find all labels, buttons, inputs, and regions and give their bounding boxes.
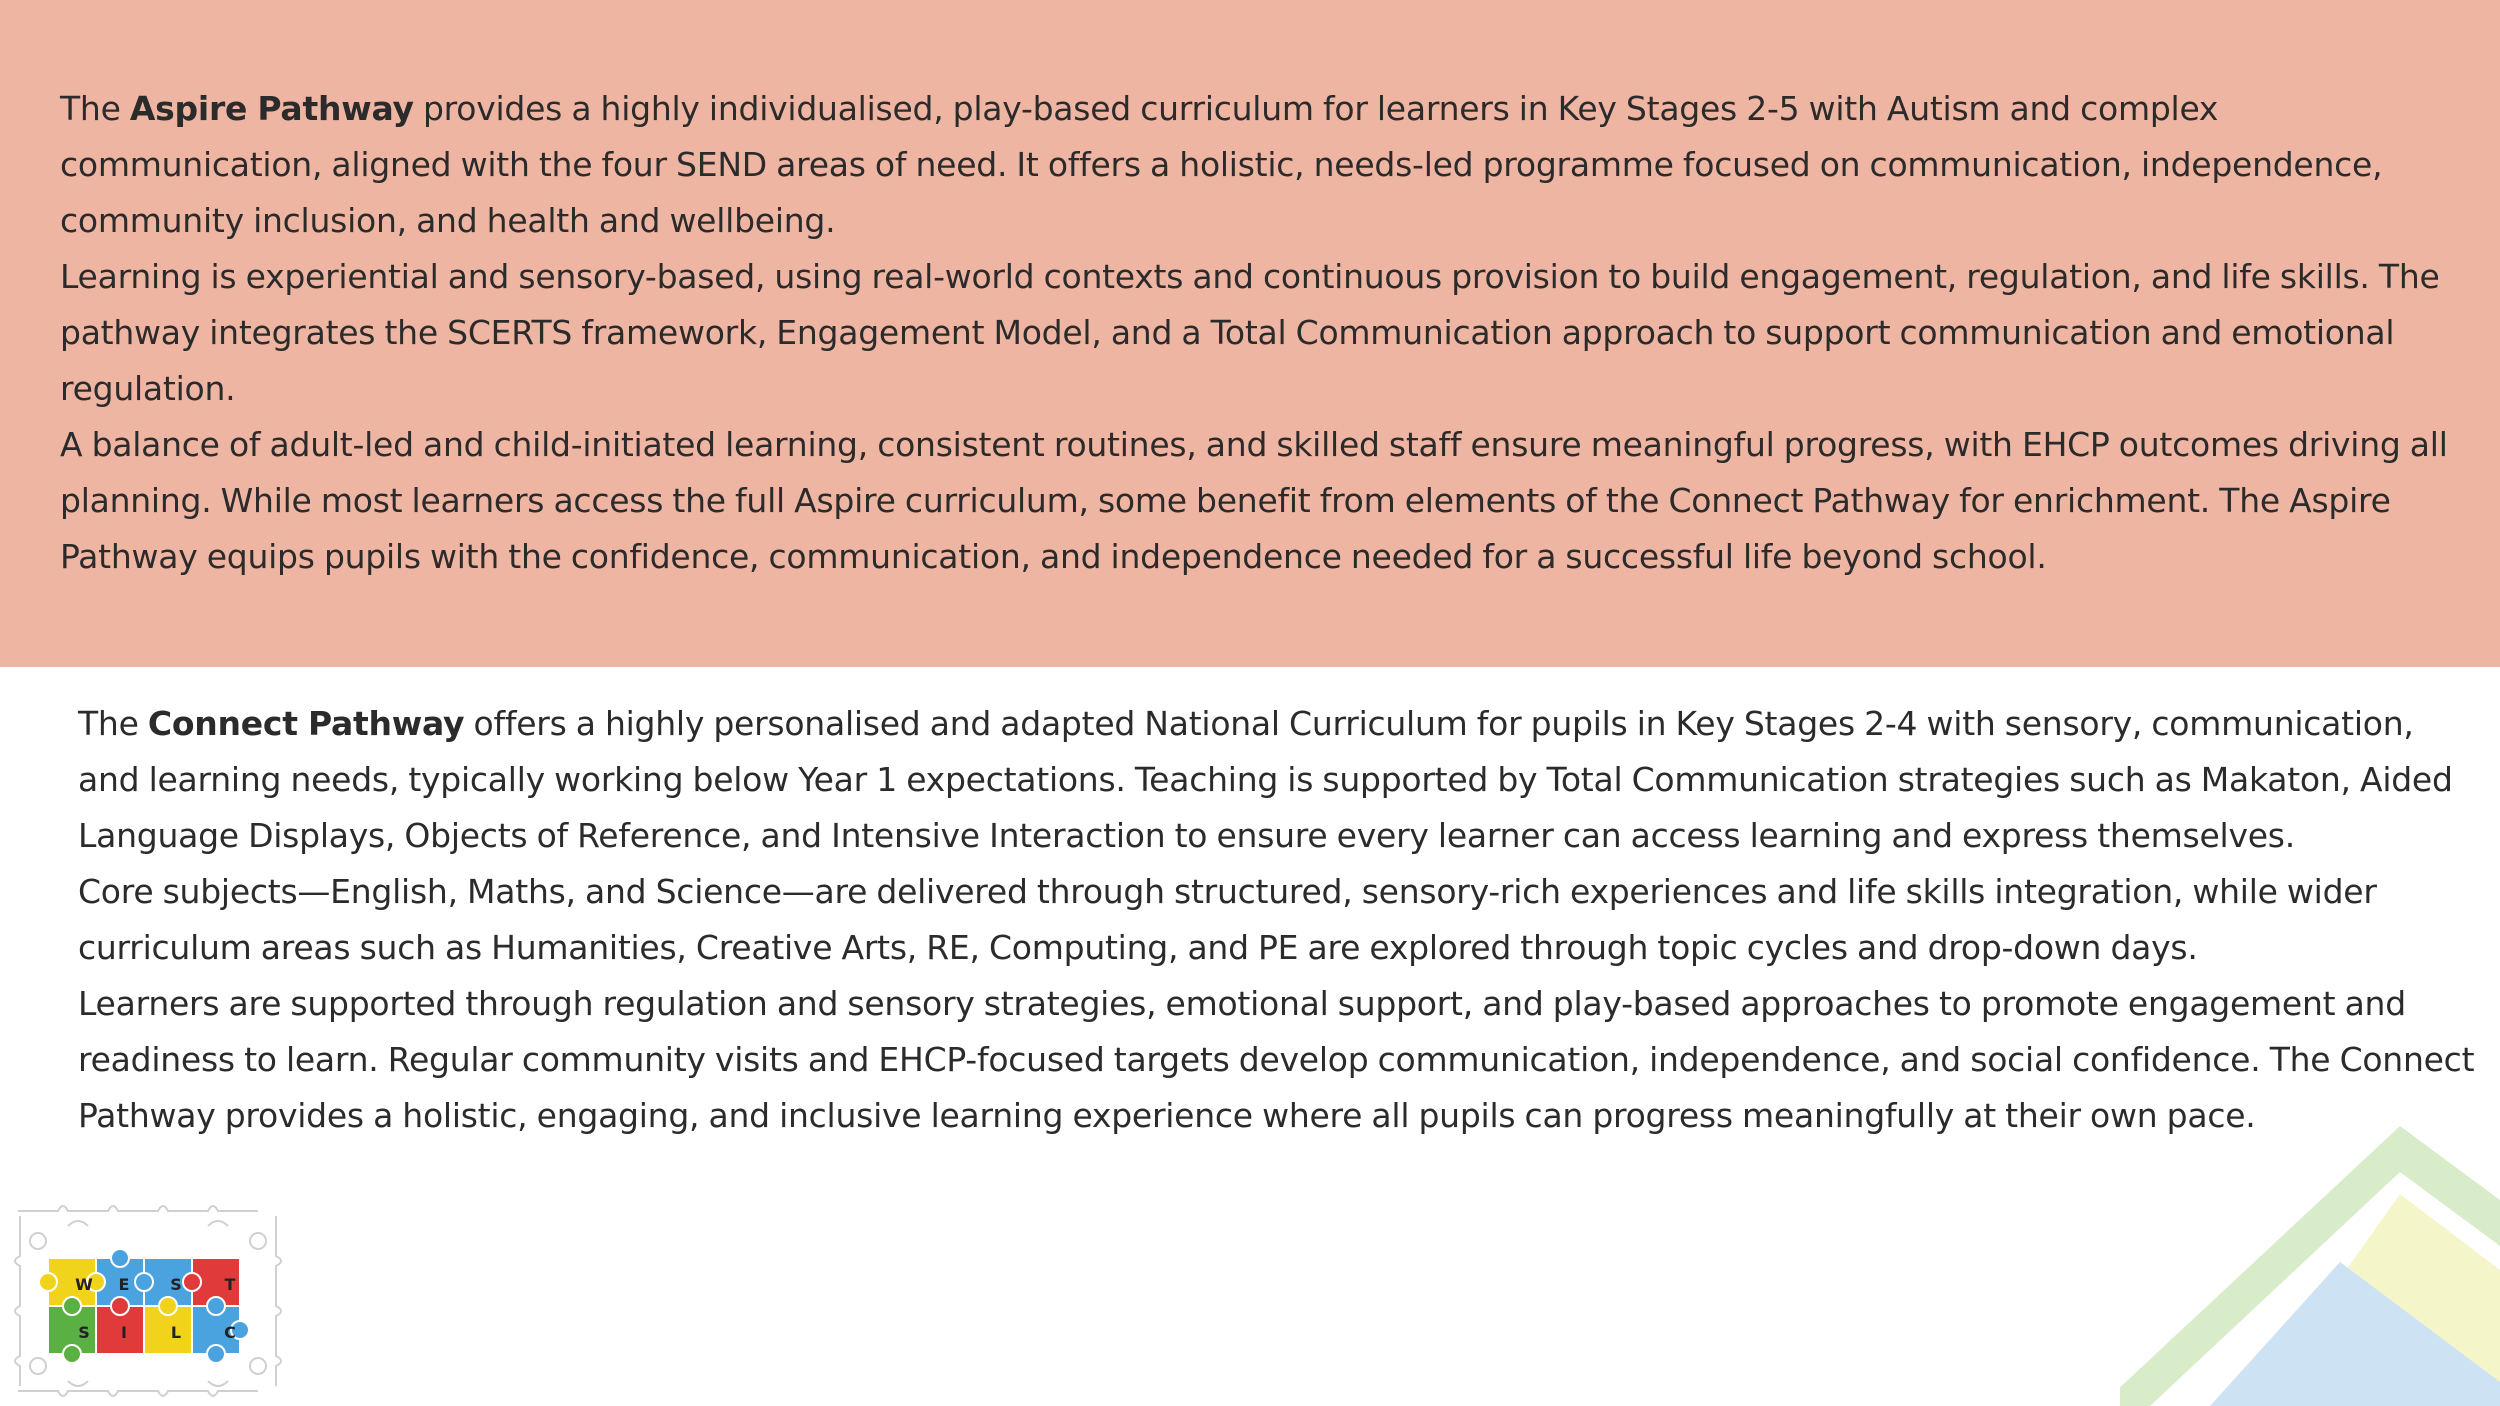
aspire-paragraph-3: A balance of adult-led and child-initiated learning, consistent routines, and skilled staff ensure meaningful progress, with EHCP outcomes driving all planning. While most learners access the full Aspire curriculum, some benefit from elements of the Connect Pathway for enrichment. The Aspire Pathway equips pupils with the confidence, communication, and independence needed for a successful life beyond school. [60, 425, 2448, 576]
logo-letter-5: S [78, 1323, 90, 1342]
connect-paragraph-1 [78, 696, 2478, 864]
connect-paragraph-3: Learners are supported through regulation and sensory strategies, emotional support, and play-based approaches to promote engagement and readiness to learn. Regular community visits and EHCP-focused targets develop communication, independence, and social confidence. The Connect Pathway provides a holistic, engaging, and inclusive learning experience where all pupils can progress meaningfully at their own pace. [78, 984, 2475, 1135]
connect-pathway-title: Connect Pathway [147, 704, 465, 743]
corner-chevron-decoration-icon [2120, 1120, 2500, 1406]
aspire-paragraph-1-text: provides a highly individualised, play-based curriculum for learners in Key Stages 2-5 with Autism and complex communication, aligned with the four SEND areas of need. It offers a holistic, needs-led programme focused on communication, independence, community inclusion, and health and wellbeing. [60, 89, 2383, 240]
connect-paragraph-2: Core subjects—English, Maths, and Science—are delivered through structured, sensory-rich experiences and life skills integration, while wider curriculum areas such as Humanities, Creative Arts, RE, Computing, and PE are explored through topic cycles and drop-down days. [78, 872, 2377, 967]
aspire-paragraph-2: Learning is experiential and sensory-based, using real-world contexts and continuous provision to build engagement, regulation, and life skills. The pathway integrates the SCERTS framework, Engagement Model, and a Total Communication approach to support communication and emotional regulation. [60, 257, 2440, 408]
connect-paragraph-1-text: offers a highly personalised and adapted National Curriculum for pupils in Key Stages 2-4 with sensory, communication, and learning needs, typically working below Year 1 expectations. Teaching is supported by Total Communication strategies such as Makaton, Aided Language Displays, Objects of Reference, and Intensive Interaction to ensure every learner can access learning and express themselves. [78, 704, 2453, 855]
logo-letter-3: S [170, 1275, 182, 1294]
connect-intro: The [78, 704, 148, 743]
connect-pathway-text [78, 696, 2478, 1144]
logo-letter-6: I [121, 1323, 127, 1342]
aspire-pathway-text [60, 81, 2460, 585]
aspire-pathway-title: Aspire Pathway [129, 89, 414, 128]
logo-letter-1: W [75, 1275, 93, 1294]
logo-letter-7: L [170, 1323, 182, 1342]
puzzle-logo-icon [8, 1196, 288, 1406]
aspire-paragraph-1 [60, 81, 2460, 249]
aspire-intro: The [60, 89, 130, 128]
logo-letter-8: C [224, 1323, 236, 1342]
logo-letter-2: E [118, 1275, 130, 1294]
logo-letter-4: T [224, 1275, 236, 1294]
